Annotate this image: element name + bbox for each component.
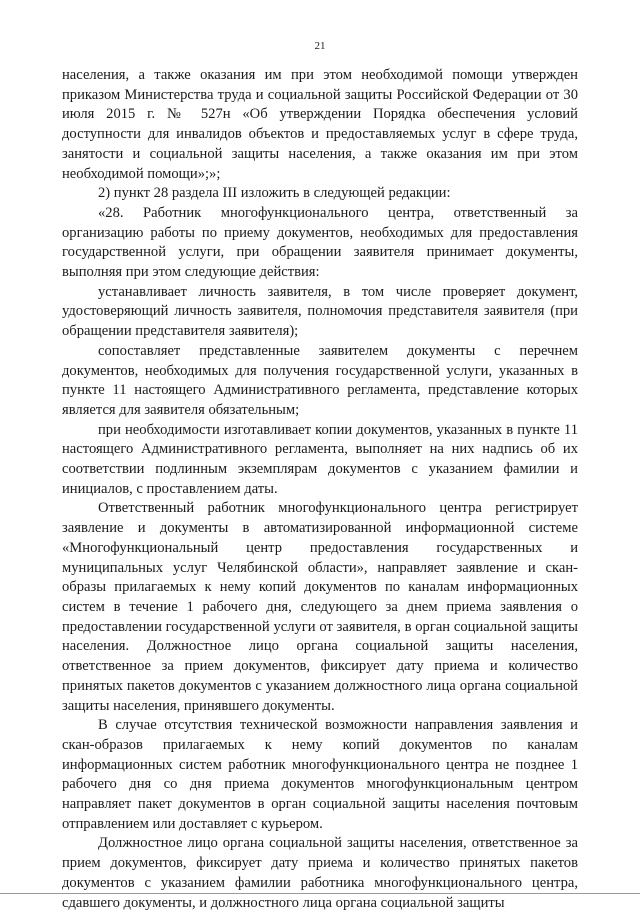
- paragraph-4: устанавливает личность заявителя, в том числе проверяет документ, удостоверяющий личность заявителя, полномочия представителя заявителя (при обращении представителя заявителя);: [62, 283, 578, 340]
- paragraph-5: сопоставляет представленные заявителем документы с перечнем документов, необходимых для получения государственной услуги, указанных в пункте 11 настоящего Административного регламента, представление которых является для заявителя обязательным;: [62, 342, 578, 418]
- paragraph-7: Ответственный работник многофункционального центра регистрирует заявление и документы в автоматизированной информационной системе «Многофункциональный центр предоставления государственных и муниципальных услуг Челябинской области», направляет заявление и скан-образы прилагаемых к нему копий документов по каналам информационных систем в течение 1 рабочего дня, следующего за днем приема заявления о предоставлении государственной услуги от заявителя, в орган социальной защиты населения. Должностное лицо органа социальной защиты населения, ответственное за прием документов, фиксирует дату приема и количество принятых пакетов документов с указанием должностного лица органа социальной защиты населения, принявшего документы.: [62, 500, 578, 714]
- paragraph-6: при необходимости изготавливает копии документов, указанных в пункте 11 настоящего Административного регламента, выполняет на них надпись об их соответствии подлинным экземплярам документов с указанием фамилии и инициалов, с проставлением даты.: [62, 421, 578, 497]
- paragraph-8: В случае отсутствия технической возможности направления заявления и скан-образов прилагаемых к нему копий документов по каналам информационных систем работник многофункционального центра не позднее 1 рабочего дня со дня приема документов многофункциональным центром направляет пакет документов в орган социальной защиты населения почтовым отправлением или доставляет с курьером.: [62, 717, 578, 832]
- page-number: 21: [314, 40, 326, 52]
- paragraph-2: 2) пункт 28 раздела III изложить в следующей редакции:: [98, 185, 451, 202]
- document-body: [62, 66, 578, 913]
- paragraph-3: «28. Работник многофункционального центра, ответственный за организацию работы по приему документов, необходимых для предоставления государственной услуги, при обращении заявителя принимает документы, выполняя при этом следующие действия:: [62, 204, 578, 281]
- paragraph-9: Должностное лицо органа социальной защиты населения, ответственное за прием документов, фиксирует дату приема и количество принятых пакетов документов с указанием фамилии работника многофункционального центра, сдавшего документы, и должностного лица органа социальной защиты: [62, 835, 578, 911]
- paragraph-1: населения, а также оказания им при этом необходимой помощи утвержден приказом Министерства труда и социальной защиты Российской Федерации от 30 июля 2015 г. № 527н «Об утверждении Порядка обеспечения условий доступности для инвалидов объектов и предоставляемых услуг в сфере труда, занятости и социальной защиты населения, а также оказания им при этом необходимой помощи»;»;: [62, 67, 578, 182]
- page-bottom-divider: [0, 893, 640, 894]
